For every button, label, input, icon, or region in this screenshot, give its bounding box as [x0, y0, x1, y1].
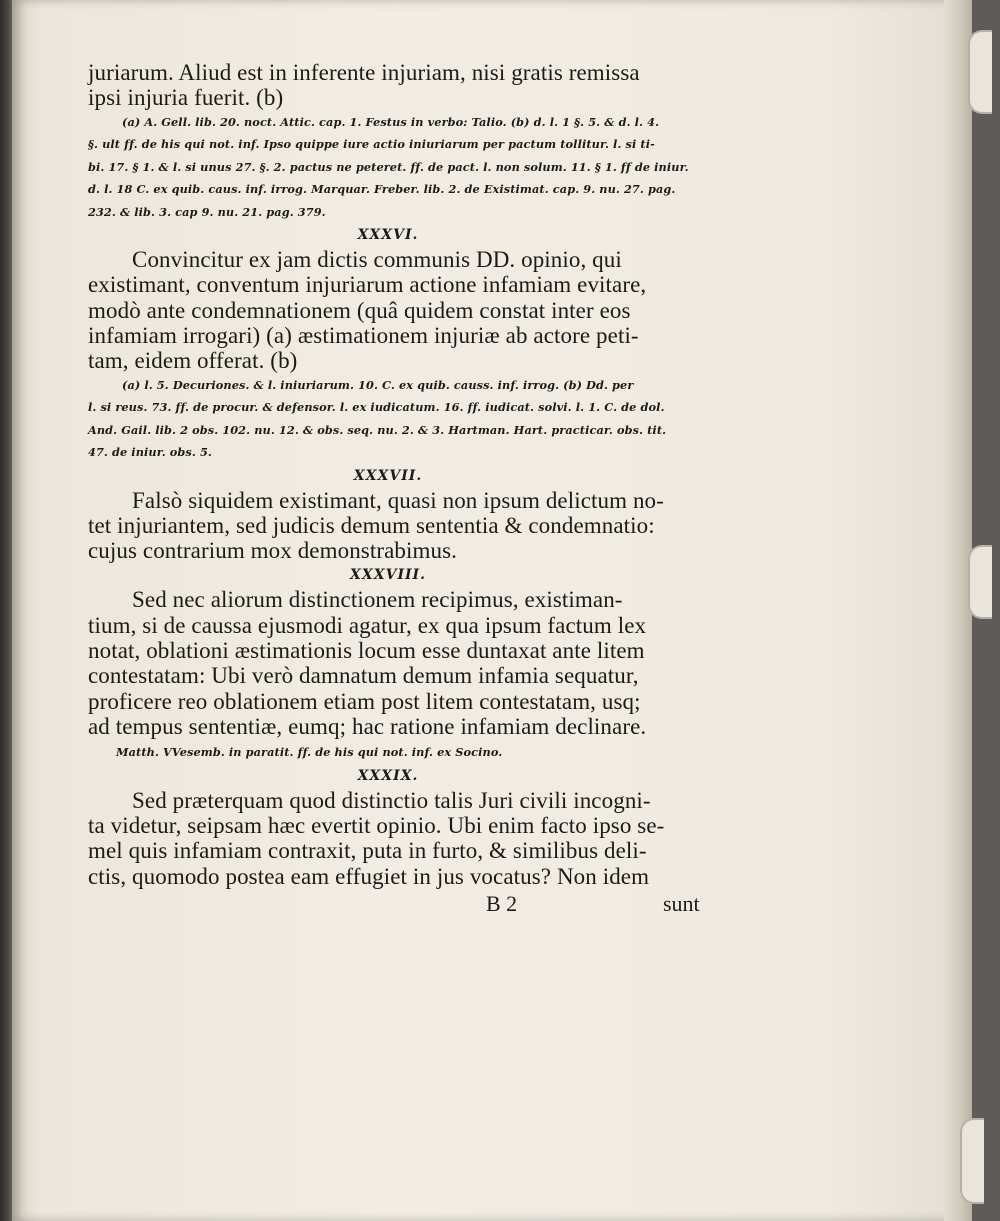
page-clip-tab — [960, 1118, 984, 1204]
footnote-line: 232. & lib. 3. cap 9. nu. 21. pag. 379. — [88, 204, 326, 219]
text-line: contestatam: Ubi verò damnatum demum infamia sequatur, — [88, 663, 639, 689]
text-line: existimant, conventum injuriarum actione infamiam evitare, — [88, 272, 647, 298]
page-footer — [88, 889, 728, 919]
paragraph — [88, 247, 728, 373]
text-line: juriarum. Aliud est in inferente injuriam, nisi gratis remissa — [88, 60, 640, 85]
section-heading: XXXVIII. — [350, 567, 426, 584]
catchword: sunt — [663, 890, 700, 916]
footnote-line: bi. 17. § 1. & l. si unus 27. §. 2. pactus ne peteret. ff. de pact. l. non solum. 11. § 1. ff de iniur. — [88, 159, 689, 174]
footnote-line: And. Gail. lib. 2 obs. 102. nu. 12. & obs. seq. nu. 2. & 3. Hartman. Hart. practicar. obs. tit. — [88, 422, 667, 437]
paragraph — [88, 488, 728, 564]
page-clip-tab — [968, 30, 992, 114]
footnote-line: l. si reus. 73. ff. de procur. & defensor. l. ex iudicatum. 16. ff. iudicat. solvi. l. 1. C. de dol. — [88, 400, 665, 415]
text-line: mel quis infamiam contraxit, puta in furto, & similibus deli- — [88, 838, 647, 864]
source-citation: Matth. VVesemb. in paratit. ff. de his qui not. inf. ex Socino. — [116, 745, 503, 760]
text-line: Sed nec aliorum distinctionem recipimus, existiman- — [132, 587, 623, 613]
page-fore-edge — [944, 0, 972, 1221]
footnote-line: (a) A. Gell. lib. 20. noct. Attic. cap. 1. Festus in verbo: Talio. (b) d. l. 1 §. 5. & d. l. 4. — [122, 114, 660, 129]
signature-mark: B 2 — [486, 890, 518, 916]
paragraph — [88, 587, 728, 739]
section-heading: XXXIX. — [357, 767, 419, 784]
text-line: ctis, quomodo postea eam effugiet in jus vocatus? Non idem — [88, 863, 650, 889]
text-line: ipsi injuria fuerit. (b) — [88, 85, 284, 111]
text-line: proficere reo oblationem etiam post litem contestatam, usq; — [88, 688, 641, 714]
section-heading: XXXVII. — [353, 467, 423, 484]
footnote-line: 47. de iniur. obs. 5. — [88, 445, 212, 460]
footnote-block — [88, 111, 728, 224]
paragraph — [88, 60, 728, 111]
page-clip-tab — [968, 545, 992, 619]
text-line: Falsò siquidem existimant, quasi non ipsum delictum no- — [132, 487, 664, 513]
paragraph — [88, 788, 728, 889]
footnote-line: §. ult ff. de his qui not. inf. Ipso quippe iure actio iniuriarum per pactum tollitur. l. si ti- — [88, 137, 655, 152]
text-line: ad tempus sententiæ, eumq; hac ratione infamiam declinare. — [88, 713, 647, 739]
text-line: notat, oblationi æstimationis locum esse duntaxat ante litem — [88, 638, 645, 664]
text-line: tet injuriantem, sed judicis demum sententia & condemnatio: — [88, 512, 655, 538]
footnote-block — [88, 374, 728, 464]
page-text-body — [88, 60, 728, 919]
text-line: cujus contrarium mox demonstrabimus. — [88, 538, 457, 564]
footnote-line: d. l. 18 C. ex quib. caus. inf. irrog. Marquar. Freber. lib. 2. de Existimat. cap. 9. nu. 27. pag. — [88, 182, 676, 197]
text-line: Convincitur ex jam dictis communis DD. opinio, qui — [132, 247, 622, 273]
section-heading: XXXVI. — [357, 227, 419, 244]
text-line: tam, eidem offerat. (b) — [88, 348, 298, 374]
text-line: tium, si de caussa ejusmodi agatur, ex qua ipsum factum lex — [88, 612, 647, 638]
text-line: Sed præterquam quod distinctio talis Juri civili incogni- — [132, 787, 651, 813]
text-line: modò ante condemnationem (quâ quidem constat inter eos — [88, 297, 631, 323]
footnote-line: (a) l. 5. Decuriones. & l. iniuriarum. 10. C. ex quib. causs. inf. irrog. (b) Dd. per — [122, 377, 634, 392]
text-line: infamiam irrogari) (a) æstimationem injuriæ ab actore peti- — [88, 322, 639, 348]
text-line: ta videtur, seipsam hæc evertit opinio. Ubi enim facto ipso se- — [88, 813, 665, 839]
